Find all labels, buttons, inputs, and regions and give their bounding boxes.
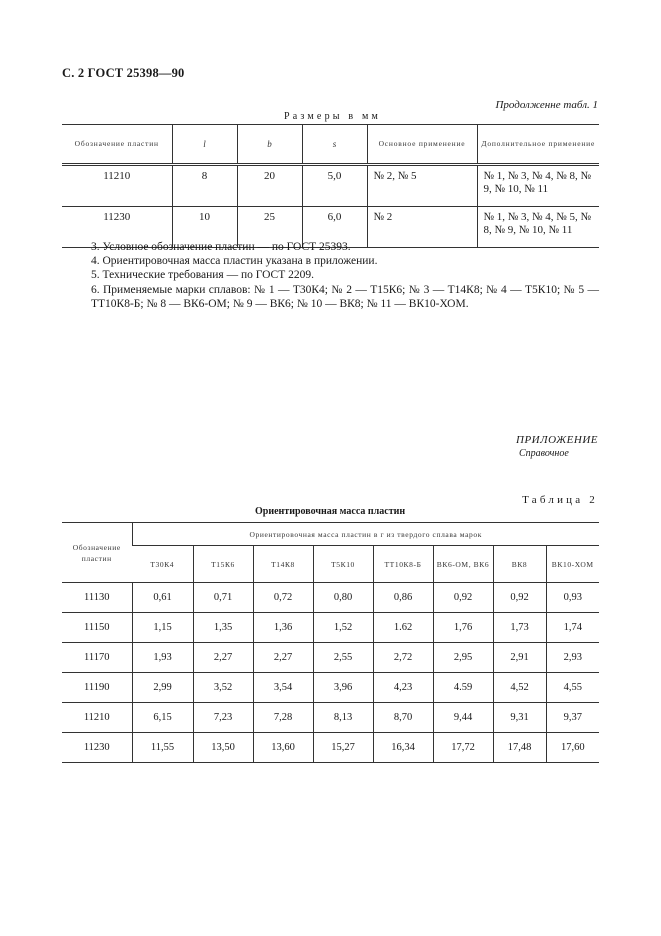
- cell-mass: 0,72: [253, 583, 313, 613]
- cell-mass: 4.59: [433, 673, 493, 703]
- grade-header: ВК6-ОМ, ВК6: [433, 546, 493, 583]
- cell-l: 8: [172, 165, 237, 207]
- mass-table-body: [62, 583, 599, 763]
- grade-header: Т15К6: [193, 546, 253, 583]
- cell-designation: 11210: [62, 703, 132, 733]
- cell-mass: 2,72: [373, 643, 433, 673]
- page-header: С. 2 ГОСТ 25398—90: [62, 66, 185, 80]
- grade-header: Т14К8: [253, 546, 313, 583]
- cell-designation: 11150: [62, 613, 132, 643]
- dimensions-table: [62, 124, 599, 248]
- col-header-designation: Обозначение пластин: [62, 125, 172, 165]
- cell-designation: 11170: [62, 643, 132, 673]
- cell-mass: 1,36: [253, 613, 313, 643]
- col-header-s: s: [302, 125, 367, 165]
- col-header-b: b: [237, 125, 302, 165]
- table-row: [62, 165, 599, 207]
- cell-mass: 1,93: [132, 643, 193, 673]
- cell-mass: 11,55: [132, 733, 193, 763]
- cell-mass: 1,74: [546, 613, 599, 643]
- cell-mass: 1,73: [493, 613, 546, 643]
- cell-mass: 9,44: [433, 703, 493, 733]
- grade-header: ВК10-ХОМ: [546, 546, 599, 583]
- cell-mass: 17,48: [493, 733, 546, 763]
- grade-header: ВК8: [493, 546, 546, 583]
- cell-mass: 17,60: [546, 733, 599, 763]
- cell-mass: 1,35: [193, 613, 253, 643]
- table-row: [62, 643, 599, 673]
- table-row: [62, 583, 599, 613]
- cell-mass: 0,92: [493, 583, 546, 613]
- note-5: 5. Технические требования — по ГОСТ 2209.: [91, 269, 314, 282]
- cell-additional-use: № 1, № 3, № 4, № 8, № 9, № 10, № 11: [477, 165, 599, 207]
- cell-mass: 0,61: [132, 583, 193, 613]
- appendix-title: ПРИЛОЖЕНИЕ: [516, 434, 598, 446]
- note-3: 3. Условное обозначение пластин — по ГОСТ 25393.: [91, 241, 351, 253]
- cell-designation: 11230: [62, 207, 172, 248]
- cell-s: 6,0: [302, 207, 367, 248]
- cell-mass: 9,31: [493, 703, 546, 733]
- table-continuation-note: Продолженне табл. 1: [495, 99, 598, 111]
- cell-mass: 2,99: [132, 673, 193, 703]
- cell-s: 5,0: [302, 165, 367, 207]
- table-row: [62, 613, 599, 643]
- cell-mass: 1,15: [132, 613, 193, 643]
- notes-block: [62, 240, 599, 311]
- cell-mass: 1,52: [313, 613, 373, 643]
- cell-designation: 11210: [62, 165, 172, 207]
- table-row: [62, 703, 599, 733]
- cell-mass: 4,52: [493, 673, 546, 703]
- note-4: 4. Ориентировочная масса пластин указана в приложении.: [91, 255, 378, 268]
- cell-mass: 3,52: [193, 673, 253, 703]
- cell-mass: 13,60: [253, 733, 313, 763]
- grade-header: Т5К10: [313, 546, 373, 583]
- cell-l: 10: [172, 207, 237, 248]
- cell-mass: 8,70: [373, 703, 433, 733]
- cell-mass: 7,23: [193, 703, 253, 733]
- cell-mass: 0,71: [193, 583, 253, 613]
- col-header-l: l: [172, 125, 237, 165]
- col-header-additional-use: Дополнительное применение: [477, 125, 599, 165]
- cell-mass: 2,93: [546, 643, 599, 673]
- cell-mass: 15,27: [313, 733, 373, 763]
- grade-header: Т30К4: [132, 546, 193, 583]
- cell-mass: 17,72: [433, 733, 493, 763]
- mass-table: [62, 522, 599, 763]
- col-header-designation: Обозначение пластин: [62, 523, 132, 583]
- cell-b: 25: [237, 207, 302, 248]
- cell-designation: 11230: [62, 733, 132, 763]
- cell-mass: 6,15: [132, 703, 193, 733]
- cell-mass: 7,28: [253, 703, 313, 733]
- table-row: [62, 733, 599, 763]
- table2-title: Ориентировочная масса пластин: [255, 506, 406, 517]
- cell-mass: 3,54: [253, 673, 313, 703]
- units-caption: Размеры в мм: [284, 111, 382, 122]
- cell-designation: 11190: [62, 673, 132, 703]
- cell-mass: 16,34: [373, 733, 433, 763]
- cell-designation: 11130: [62, 583, 132, 613]
- cell-mass: 0,80: [313, 583, 373, 613]
- cell-mass: 8,13: [313, 703, 373, 733]
- table2-label: Таблица 2: [522, 494, 598, 506]
- cell-mass: 2,95: [433, 643, 493, 673]
- cell-mass: 2,27: [193, 643, 253, 673]
- cell-mass: 0,93: [546, 583, 599, 613]
- cell-mass: 9,37: [546, 703, 599, 733]
- table-row: [62, 673, 599, 703]
- col-header-main-use: Основное применение: [367, 125, 477, 165]
- grade-header: ТТ10К8-Б: [373, 546, 433, 583]
- cell-mass: 4,23: [373, 673, 433, 703]
- cell-mass: 2,91: [493, 643, 546, 673]
- cell-b: 20: [237, 165, 302, 207]
- cell-mass: 3,96: [313, 673, 373, 703]
- cell-main-use: № 2, № 5: [367, 165, 477, 207]
- cell-additional-use: № 1, № 3, № 4, № 5, № 8, № 9, № 10, № 11: [477, 207, 599, 248]
- note-6: 6. Применяемые марки сплавов: № 1 — Т30К4; № 2 — Т15К6; № 3 — Т14К8; № 4 — Т5К10; № 5 — ТТ10К8-Б; № 8 — ВК6-ОМ; № 9 — ВК6; № 10 — ВК8; № 11 — ВК10-ХОМ.: [91, 283, 599, 310]
- cell-mass: 1.62: [373, 613, 433, 643]
- cell-mass: 0,86: [373, 583, 433, 613]
- cell-mass: 0,92: [433, 583, 493, 613]
- cell-mass: 2,55: [313, 643, 373, 673]
- cell-main-use: № 2: [367, 207, 477, 248]
- cell-mass: 13,50: [193, 733, 253, 763]
- cell-mass: 4,55: [546, 673, 599, 703]
- appendix-subtitle: Справочное: [519, 448, 569, 459]
- cell-mass: 2,27: [253, 643, 313, 673]
- cell-mass: 1,76: [433, 613, 493, 643]
- group-header: Ориентировочная масса пластин в г из твердого сплава марок: [132, 523, 599, 546]
